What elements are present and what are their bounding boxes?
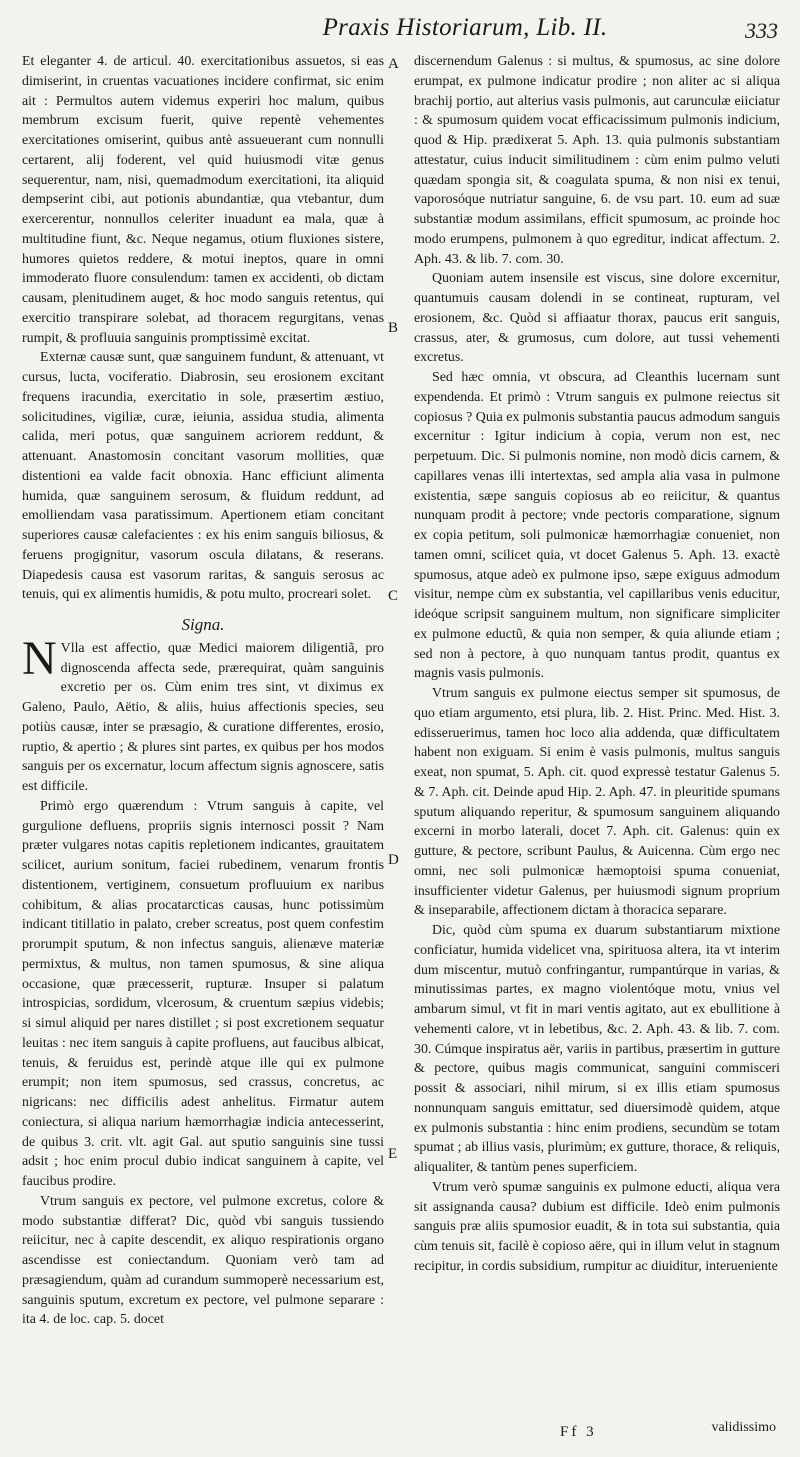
left-column — [22, 52, 384, 1330]
paragraph: Dic, quòd cùm spuma ex duarum substantiarum mixtione conficiatur, humida videlicet vna, spirituosa altera, ita vt interim dum miscentur, mutuò confringantur, rumpantúrque in varias, & minutissimas partes, ex magno violentóque motu, vnius vel ambarum simul, vt fit in mari ventis agitato, aut ex ebullitione à vehementi calore, vt in lebetibus, &c. 2. Aph. 43. & lib. 7. com. 30. Cúmque inspiratus aër, variis in partibus, præsertim in gutture & pectore, quibus magis communicat, sanguini commisceri possit & associari, nihil mirum, si ex illis etiam spumosus nonnunquam sanguis emittatur, sed diuersimodè quidem, atque ex pulmonis substantia : hinc enim prodiens, secundùm se totam spumat ; ab illius vasis, plurimùm; ex gutture, thorace, & reliquis, aliqualiter, & tantùm penes superficiem. — [414, 923, 780, 1175]
margin-letter-e: E — [388, 1146, 398, 1162]
page-header — [0, 8, 800, 48]
right-column — [414, 52, 780, 1277]
signature-mark: Ff 3 — [560, 1424, 597, 1440]
margin-letter-a: A — [388, 56, 399, 72]
paragraph: Vtrum verò spumæ sanguinis ex pulmone educti, aliqua vera sit assignanda causa? dubium est difficile. Ideò enim pulmonis sanguis præ aliis spumosior euadit, & in tota sui substantia, quia cùm tenuis sit, facilè è copioso aëre, qui in illum velut in stagnum recipitur, in cordis subsidium, rumpitur ac diuiditur, interueniente — [414, 1179, 780, 1274]
paragraph: Vtrum sanguis ex pectore, vel pulmone excretus, colore & modo substantiæ differat? Dic, quòd vbi sanguis tussiendo reiicitur, nec à capite descendit, ex aliquo respirationis organo ascendisse est coniectandum. Quoniam verò tam ad præsagiendum, quàm ad curandum summoperè necessarium est, sanguinis sputum, excretum ex pectore, vel pulmone separare : ita 4. de loc. cap. 5. docet — [22, 1193, 384, 1328]
paragraph: Externæ causæ sunt, quæ sanguinem fundunt, & attenuant, vt cursus, lucta, vociferatio. Diabrosin, seu erosionem excitant frequens iracundia, exercitatio in sole, præsertim æstiuo, solicitudines, vigiliæ, curæ, ieiunia, assidua studia, alimenta calida, meri potus, quæ sanguinem acriorem reddunt, & attenuant. Anastomosin concitant vasorum mollities, quæ distentioni ea valde facit obnoxia. Hanc efficiunt alimenta humida, quæ sanguinem serosum, & fluidum reddunt, ad emolliendam vasa paratissimum. Apertionem etiam concitant superiores causæ calefacientes : ex his enim sanguis biliosus, & feruens progignitur, vasorum oscula dilatans, & reserans. Diapedesis causa est vasorum raritas, & sanguis serosus ac tenuis, qui ex alimentis humidis, & potu multo, procreari solet. — [22, 350, 384, 603]
paragraph: Primò ergo quærendum : Vtrum sanguis à capite, vel gurgulione defluens, propriis signis internosci possit ? Nam præter vulgares notas capitis repletionem indicantes, grauitatem scilicet, aurium sonitum, faciei rubedinem, venarum frontis distentionem, vertiginem, consuetum profluuium ex naribus cohibitum, & alias procatarcticas causas, hunc potissimùm indicant titillatio in palato, creber screatus, post quem confestim prorumpit sputum, & non infectus sanguis, alienæve materiæ permixtus, & multus, non tamen spumosus, & sine aliqua occasione, quæ præcesserit, rupturæ. Insuper si palatum introspicias, sordidum, vlcerosum, & cruentum sæpius videbis; si simul aliquid per nares distillet ; si post excretionem sequatur leuitas : nec item sanguis à capite profluens, aut faucibus albicat, tenuis, & feruidus est, perindè atque ille qui ex pulmone erumpit; non item spumosus, sed crassus, concretus, ac nigricans: nec difficilis adest anhelitus. Firmatur autem coniectura, si aliqua narium hæmorrhagiæ indicia antecesserint, de quibus 3. crit. vlt. agit Gal. aut sputio sanguinis sine tussi adsit ; hoc enim procul dubio indicat sanguinem à capite, vel faucibus prodire. — [22, 798, 384, 1189]
page-number: 333 — [745, 18, 778, 43]
margin-letter-b: B — [388, 320, 399, 336]
section-heading: Signa. — [181, 615, 225, 634]
catchword: validissimo — [711, 1420, 776, 1435]
paragraph-dropcap: NVlla est affectio, quæ Medici maiorem diligentiã, pro dignoscenda affecta sede, prærequirat, quàm sanguinis excretio per os. Cùm enim tres sint, vt diximus ex Galeno, Paulo, Aëtio, & aliis, huius affectionis species, seu potiùs causæ, inter se præsagio, & curatione differentes, erosio, ruptio, & apertio ; & plures sint partes, ex quibus per hos modos sanguis per os excernatur, locum affectum signis agnoscere, satis est difficile. — [22, 631, 384, 794]
paragraph: Et eleganter 4. de articul. 40. exercitationibus assuetos, si eas dimiserint, in cruentas vacuationes incidere confirmat, sic enim ait : Permultos autem videmus experiri hoc malum, quibus membrum excisum fuerit, quive repentè vehementes exercitationes omiserint, quibus antè assueuerant cum nonnulli certarent, alij foderent, vel quid huiusmodi vitæ genus sequerentur, nam, nisi, quemadmodum exercitationi, ita aliquid dempserint cibi, aut potionis abundantiæ, qua vtebantur, dum exercerentur, nonnullos celeriter inuadunt ea mala, quæ à multitudine fiunt, &c. Neque negamus, otium fluxiones sistere, humores quietos reddere, & motui ineptos, quare in omni immoderato fluore consulendum: tamen ex accidenti, ob dictam causam, plenitudinem auget, & hoc modo sanguis retentus, qui exercitio transpirare solebat, ad thoracem regurgitans, venas rumpit, & profluuia sanguinis promptissimè excitat. — [22, 54, 384, 346]
paragraph: Quoniam autem insensile est viscus, sine dolore excernitur, quantumuis causam dolendi in se contineat, rupturam, vel erosionem, &c. Quòd si affiaatur thorax, paucus erit sanguis, crassus, ater, & grumosus, cum dolore, aut tussi vehementi excretus. — [414, 271, 780, 366]
margin-letter-d: D — [388, 852, 399, 868]
paragraph: Vtrum sanguis ex pulmone eiectus semper sit spumosus, de quo etiam argumento, etsi plura, lib. 2. Hist. Princ. Med. Hist. 3. edisseruerimus, tamen hoc loco alia addenda, quæ difficultatem habent non exiguam. Si enim è vasis pulmonis, multus sanguis exeat, non spumat, 5. Aph. cit. quod expressè testatur Galenus 5. & 7. Aph. cit. Deinde apud Hip. 2. Aph. 47. in pleuritide spumans sputum aliquando reperitur, & spumosum sanguinem aliquando excerni in morbo laterali, docet 7. Aph. cit. Galenus: quin ex gutture, & pectore, scribunt Paulus, & Auicenna. Cùm ergo nec omni, nec soli pulmonicæ hæmoptoisi spuma conueniat, insufficienter videtur Galenus, per huiusmodi signum proprium & inseparabile, affectionem dictam à thoracica separare. — [414, 686, 780, 919]
paragraph: discernendum Galenus : si multus, & spumosus, ac sine dolore erumpat, ex pulmone indicatur prodire ; non aliter ac si aliqua brachij portio, aut alterius vasis pulmonis, aut carunculæ eiiciatur : & spumosum quidem vocat efficacissimum pulmonis indicium, quod & Hip. prædixerat 5. Aph. 13. quia pulmonis substantiam attestatur, cuius inducit similitudinem : cùm enim pulmo veluti quædam spongia sit, & coagulata spuma, & non nisi ex tenui, vaporosóque nutriatur sanguine, 6. de vsu part. 10. eum ad suæ substantiæ modum assimilans, efficit spumosum, ac proinde hoc modo erumpens, pulmonem à quo egreditur, indicat affectum. 2. Aph. 43. & lib. 7. com. 30. — [414, 54, 780, 267]
paragraph: Sed hæc omnia, vt obscura, ad Cleanthis lucernam sunt expendenda. Et primò : Vtrum sanguis ex pulmone reiectus sit copiosus ? Quia ex pulmonis substantia paucus admodum sanguis excernitur : Igitur indicium à copia, verum non est, nec perpetuum. Dic. Si pulmonis nomine, non modò dicis carnem, & capillares venas illi intertextas, sed ampla alia vasa in pulmone existentia, sæpe sanguis copiosus ab eo reiicitur, & quantus nunquam prodit à pectore; vnde pectoris comparatione, signum ex copia petitum, soli pulmonicæ hæmorrhagiæ conueniet, non tamen omni, scilicet quia, vt docet Galenus 5. Aph. 13. exactè spumosus, atque adeò ex pulmone ipso, sæpe exiguus admodum visitur, nempe cùm ex substantia, vel capillaribus venis educitur, ideóque scripsit sanguinem multum, non significare simpliciter ex pulmone eductũ, & quia non semper, & quia aliunde etiam ; sed non à pectore, à quo nunquam tantus prodit, quantus ex magnis vasis pulmonis. — [414, 370, 780, 682]
margin-letter-c: C — [388, 588, 399, 604]
running-title: Praxis Historiarum, Lib. II. — [322, 14, 608, 41]
